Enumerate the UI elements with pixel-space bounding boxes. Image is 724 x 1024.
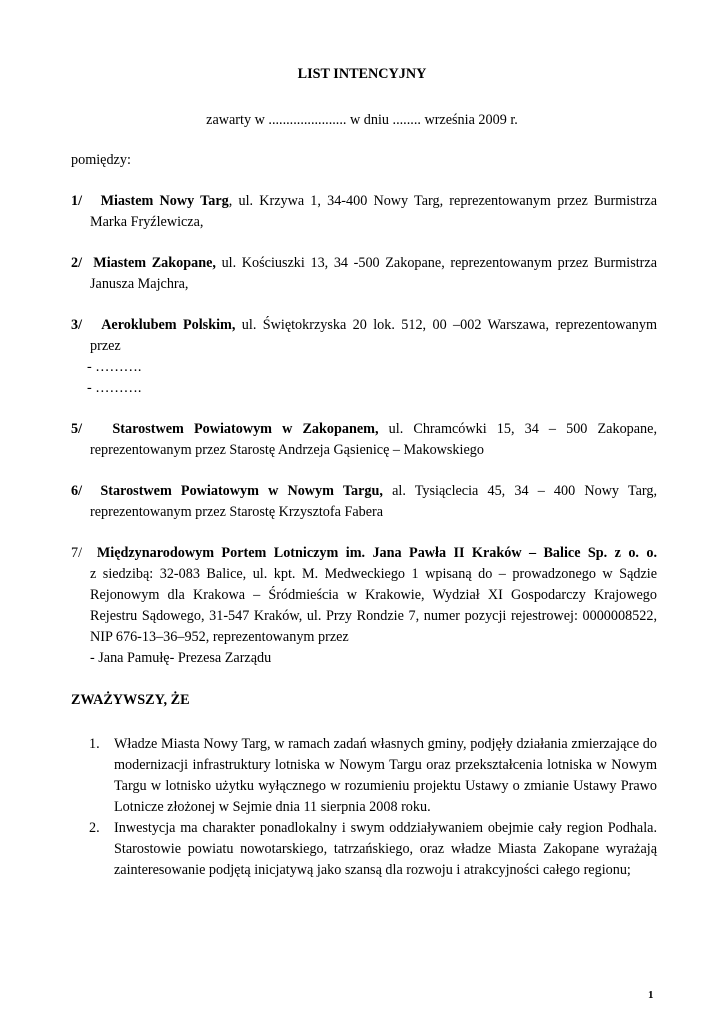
party-2-name: Miastem Zakopane, (93, 255, 216, 271)
party-3-address: ul. Świętokrzyska 20 lok. 512, 00 –002 Warszawa, reprezentowanym (235, 317, 658, 333)
whereas-clause-1-text: Władze Miasta Nowy Targ, w ramach zadań własnych gminy, podjęły działania zmierzające do modernizacji infrastruktury lotniska w Nowym Targu oraz przekształcenia lotniska w Nowym Targu w lotnisko użytku wyłącznego w rozumieniu projektu Ustawy o zmianie Ustawy Prawo Lotnicze złożonej w Sejmie dnia 11 sierpnia 2008 roku. (114, 736, 657, 815)
agreement-place-date: zawarty w ...................... w dniu ........ września 2009 r. (206, 112, 518, 128)
party-7 (71, 543, 657, 669)
party-3-representative-blank-2: - ………. (87, 380, 142, 396)
party-1-address: , ul. Krzywa 1, 34-400 Nowy Targ, reprezentowanym przez Burmistrza (228, 193, 658, 209)
page-number: 1 (648, 989, 654, 1001)
section-title-whereas: ZWAŻYWSZY, ŻE (71, 692, 190, 708)
party-6-name: Starostwem Powiatowym w Nowym Targu, (100, 483, 383, 499)
party-6-address: al. Tysiąclecia 45, 34 – 400 Nowy Targ, (382, 483, 657, 499)
party-3-representative-blank-1: - ………. (87, 359, 142, 375)
document-title: LIST INTENCYJNY (297, 66, 427, 82)
whereas-clause-1-number: 1. (89, 736, 100, 752)
party-6-representative: reprezentowanym przez Starostę Krzysztofa Fabera (90, 504, 384, 520)
party-1-number: 1/ (71, 193, 83, 209)
party-6-number: 6/ (71, 483, 83, 499)
party-2-address: ul. Kościuszki 13, 34 -500 Zakopane, reprezentowanym przez Burmistrza (215, 255, 657, 271)
party-5-name: Starostwem Powiatowym w Zakopanem, (112, 421, 379, 437)
party-5-address: ul. Chramcówki 15, 34 – 500 Zakopane, (378, 421, 657, 437)
party-1-name: Miastem Nowy Targ (100, 193, 229, 209)
party-3-number: 3/ (71, 317, 83, 333)
party-3-name: Aeroklubem Polskim, (101, 317, 236, 333)
party-6 (71, 481, 657, 523)
party-6-first-line (71, 481, 657, 502)
party-2-representative: Janusza Majchra, (90, 276, 189, 292)
party-5-first-line (71, 419, 657, 440)
party-2-first-line (71, 253, 657, 274)
party-1-first-line (71, 191, 657, 212)
between-label: pomiędzy: (71, 152, 131, 168)
party-5 (71, 419, 657, 461)
whereas-clause-1 (71, 734, 657, 818)
party-7-representative: - Jana Pamułę- Prezesa Zarządu (90, 650, 272, 666)
party-7-registration-details: z siedzibą: 32-083 Balice, ul. kpt. M. Medweckiego 1 wpisaną do – prowadzonego w Sądzie Rejonowym dla Krakowa – Śródmieścia w Krakowie, Wydział XI Gospodarczy Krajowego Rejestru Sądowego, 31-547 Kraków, ul. Przy Rondzie 7, numer pozycji rejestrowej: 0000008522, NIP 676-13–36–952, reprezentowanym przez (90, 566, 657, 645)
whereas-clause-2 (71, 818, 657, 881)
party-7-number: 7/ (71, 545, 83, 561)
party-3-first-line (71, 315, 657, 336)
party-2 (71, 253, 657, 295)
party-2-number: 2/ (71, 255, 83, 271)
whereas-clauses-list (71, 734, 657, 881)
party-5-representative: reprezentowanym przez Starostę Andrzeja Gąsienicę – Makowskiego (90, 442, 484, 458)
party-3-representative-label: przez (90, 338, 121, 354)
whereas-clause-2-number: 2. (89, 820, 100, 836)
whereas-clause-2-text: Inwestycja ma charakter ponadlokalny i swym oddziaływaniem obejmie cały region Podhala. Starostowie powiatu nowotarskiego, tatrzańskiego, oraz władze Miasta Zakopane wyrażają zainteresowanie podjętą inicjatywą jako szansą dla rozwoju i atrakcyjności całego regionu; (114, 820, 657, 878)
party-5-number: 5/ (71, 421, 83, 437)
party-1-representative: Marka Fryźlewicza, (90, 214, 204, 230)
party-7-name: Międzynarodowym Portem Lotniczym im. Jana Pawła II Kraków – Balice Sp. z o. o. (96, 545, 658, 561)
party-7-first-line (71, 543, 657, 564)
party-1 (71, 191, 657, 233)
party-3 (71, 315, 657, 399)
